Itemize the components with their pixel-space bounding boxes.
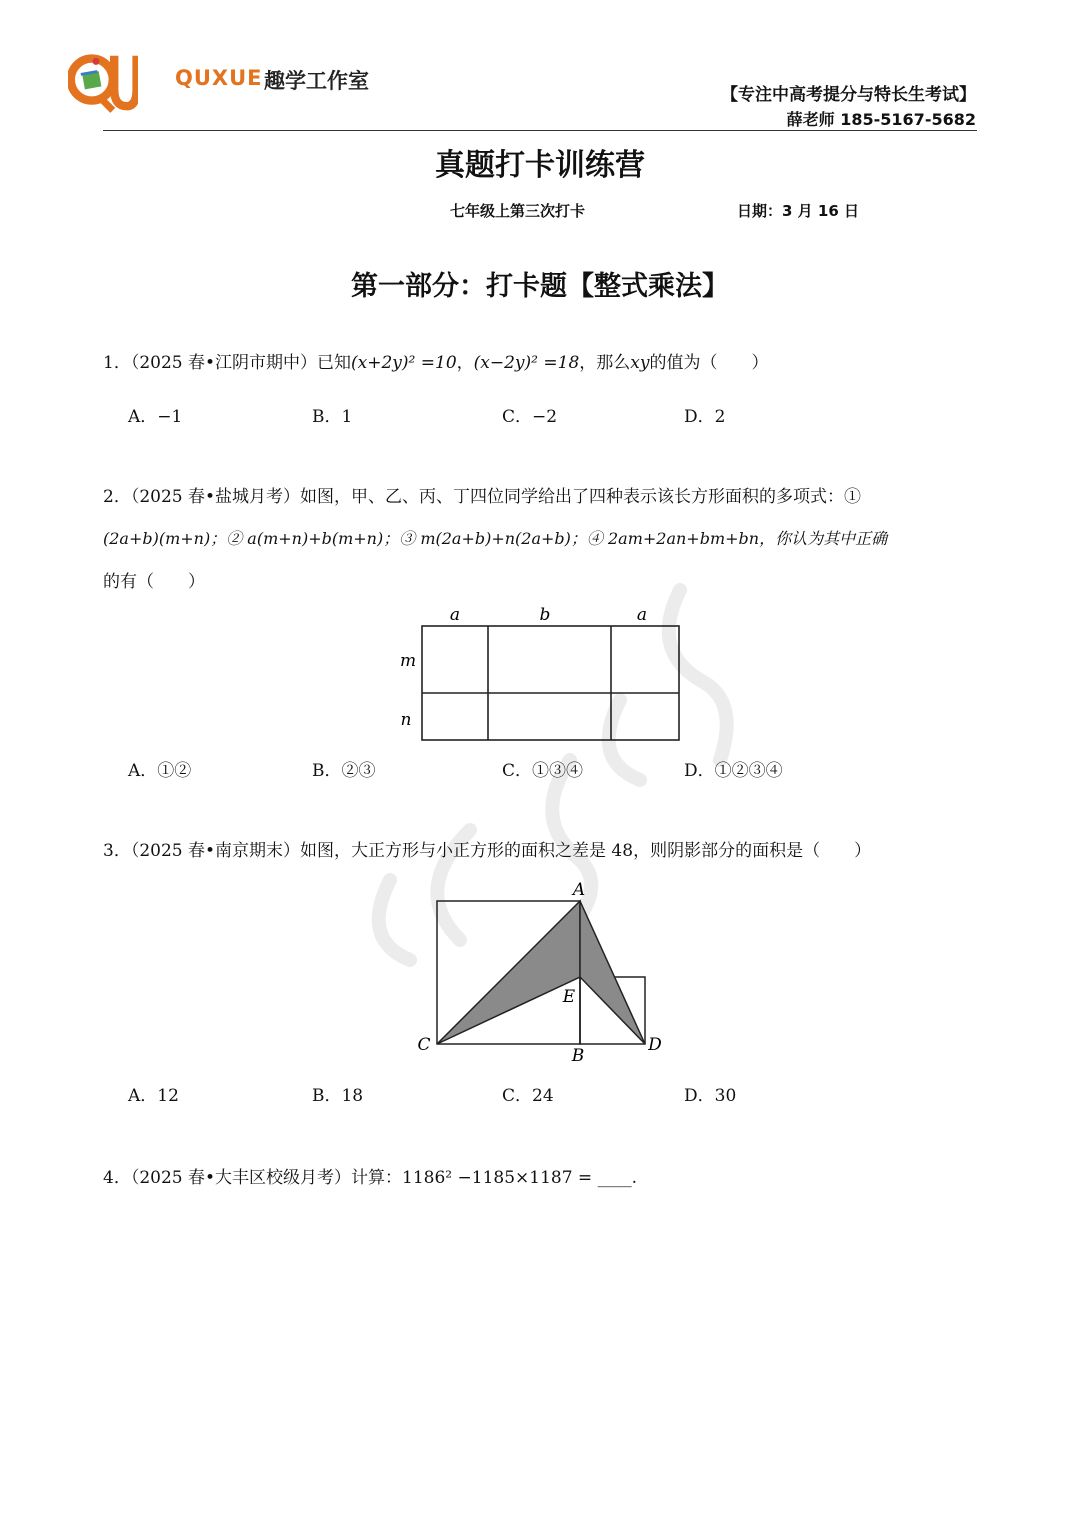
q1-variable: xy xyxy=(630,353,650,373)
q1-expression-2: (x−2y)² =18 xyxy=(473,353,580,373)
q2-line-3: 的有（ ） xyxy=(103,572,205,592)
question-1 xyxy=(103,351,768,375)
q2-label-top-a2: a xyxy=(636,605,648,625)
q3-label-d: D xyxy=(648,1035,662,1055)
q3-label-c: C xyxy=(417,1035,431,1055)
question-3 xyxy=(103,839,871,863)
q3-option-d: D．30 xyxy=(684,1086,737,1106)
q2-rect-outline xyxy=(422,626,679,740)
q1-source: （2025 春•江阴市期中） xyxy=(130,353,318,373)
q2-label-left-m: m xyxy=(399,651,417,671)
q3-label-b: B xyxy=(571,1046,585,1066)
subtitle-grade: 七年级上第三次打卡 xyxy=(450,202,586,220)
q1-expression-1: (x+2y)² =10 xyxy=(351,353,457,373)
q3-label-a: A xyxy=(572,880,586,900)
page-title: 真题打卡训练营 xyxy=(435,148,645,183)
q2-label-top-a: a xyxy=(449,605,461,625)
logo-q-icon xyxy=(68,38,138,124)
header-contact: 薛老师 185-5167-5682 xyxy=(786,110,976,129)
subtitle-date: 日期：3 月 16 日 xyxy=(737,202,859,220)
header-divider xyxy=(103,130,977,131)
q1-option-a: A．−1 xyxy=(128,407,183,427)
q3-option-a: A．12 xyxy=(128,1086,179,1106)
q1-text-b: ，那么 xyxy=(579,353,631,373)
q1-text-c: 的值为（ ） xyxy=(649,353,769,373)
q1-text-a: 已知 xyxy=(317,353,352,373)
q3-option-c: C．24 xyxy=(502,1086,554,1106)
q2-number: 2． xyxy=(103,487,131,507)
logo-text-cn: 趣学工作室 xyxy=(264,69,369,93)
q3-number: 3． xyxy=(103,841,131,861)
q2-option-c: C．①③④ xyxy=(502,761,584,781)
q3-text: 如图，大正方形与小正方形的面积之差是 48，则阴影部分的面积是（ ） xyxy=(300,841,872,861)
section-title: 第一部分：打卡题【整式乘法】 xyxy=(351,271,729,302)
q2-label-left-n: n xyxy=(400,710,412,730)
q1-option-c: C．−2 xyxy=(502,407,558,427)
q2-option-d: D．①②③④ xyxy=(684,761,783,781)
logo xyxy=(68,38,388,126)
q3-option-b: B．18 xyxy=(312,1086,364,1106)
q2-option-a: A．①② xyxy=(128,761,192,781)
q3-shaded-right xyxy=(580,901,645,1044)
q4-source: （2025 春•大丰区校级月考） xyxy=(130,1168,352,1188)
q4-text: 计算：1186² −1185×1187 = ____. xyxy=(351,1168,637,1188)
q2-label-top-b: b xyxy=(539,605,551,625)
q2-option-b: B．②③ xyxy=(312,761,376,781)
header-slogan: 【专注中高考提分与特长生考试】 xyxy=(721,85,976,105)
q1-option-d: D．2 xyxy=(684,407,726,427)
q4-number: 4． xyxy=(103,1168,131,1188)
q3-shaded-left xyxy=(437,901,580,1044)
q1-separator: ， xyxy=(456,353,474,373)
q3-label-e: E xyxy=(562,987,576,1007)
q1-option-b: B．1 xyxy=(312,407,353,427)
logo-text-en: QUXUE xyxy=(175,66,263,90)
q1-number: 1． xyxy=(103,353,131,373)
question-4 xyxy=(103,1166,637,1190)
q2-rectangle-figure xyxy=(390,600,690,750)
q2-line-2: (2a+b)(m+n)；② a(m+n)+b(m+n)；③ m(2a+b)+n(2a+b)；④ 2am+2an+bm+bn，你认为其中正确 xyxy=(103,529,888,548)
question-2 xyxy=(103,485,861,509)
q2-line-1: 如图，甲、乙、丙、丁四位同学给出了四种表示该长方形面积的多项式：① xyxy=(300,487,862,507)
q2-source: （2025 春•盐城月考） xyxy=(130,487,301,507)
q3-square-figure xyxy=(410,872,670,1067)
q3-source: （2025 春•南京期末） xyxy=(130,841,301,861)
